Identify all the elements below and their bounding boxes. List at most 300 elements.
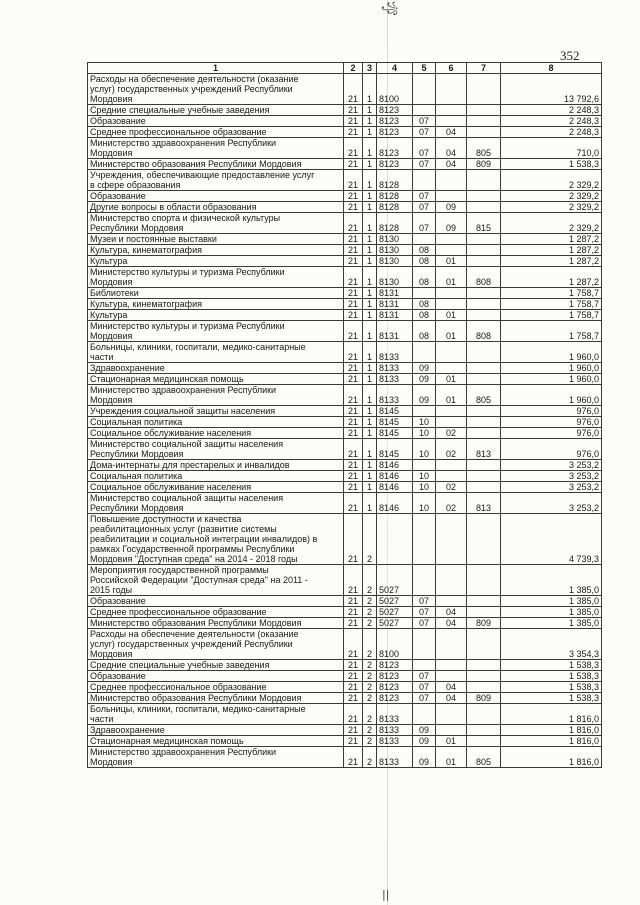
row-amount: 2 329,2 (501, 170, 602, 191)
row-col-3: 1 (363, 385, 377, 406)
row-col-7: 815 (467, 213, 501, 234)
row-col-7 (467, 736, 501, 747)
row-name: Среднее профессиональное образование (88, 607, 344, 618)
row-col-2: 21 (344, 299, 363, 310)
row-col-2: 21 (344, 693, 363, 704)
row-col-2: 21 (344, 482, 363, 493)
row-col-2: 21 (344, 245, 363, 256)
row-col-2: 21 (344, 725, 363, 736)
row-amount: 1 758,7 (501, 310, 602, 321)
row-name: Социальная политика (88, 471, 344, 482)
row-col-2: 21 (344, 439, 363, 460)
row-col-5: 10 (413, 493, 436, 514)
row-col-6 (436, 363, 467, 374)
row-amount: 2 248,3 (501, 127, 602, 138)
row-col-5: 07 (413, 191, 436, 202)
row-col-5 (413, 460, 436, 471)
table-row (88, 471, 602, 482)
top-mark: ꧁ (381, 1, 399, 14)
table-row (88, 693, 602, 704)
row-col-5: 07 (413, 596, 436, 607)
row-amount: 2 248,3 (501, 116, 602, 127)
row-col-2: 21 (344, 267, 363, 288)
row-col-5 (413, 565, 436, 596)
row-col-4: 8100 (377, 629, 413, 660)
row-col-3: 2 (363, 682, 377, 693)
row-col-7 (467, 310, 501, 321)
table-row (88, 245, 602, 256)
table-row (88, 406, 602, 417)
row-col-6 (436, 342, 467, 363)
row-col-2: 21 (344, 74, 363, 105)
row-name: Здравоохранение (88, 725, 344, 736)
row-col-7: 808 (467, 267, 501, 288)
table-body (88, 74, 602, 768)
row-col-4: 5027 (377, 607, 413, 618)
row-amount: 3 354,3 (501, 629, 602, 660)
table-row (88, 202, 602, 213)
row-col-4: 8100 (377, 74, 413, 105)
row-amount: 2 329,2 (501, 202, 602, 213)
row-col-7: 809 (467, 693, 501, 704)
row-col-3: 1 (363, 471, 377, 482)
row-col-3: 1 (363, 138, 377, 159)
row-col-5 (413, 288, 436, 299)
row-name: Культура, кинематография (88, 245, 344, 256)
row-col-6: 02 (436, 493, 467, 514)
table-row (88, 256, 602, 267)
row-name: Больницы, клиники, госпитали, медико-санитарные части (88, 704, 344, 725)
table-header-row (88, 63, 602, 74)
row-col-6: 04 (436, 693, 467, 704)
row-name: Учреждения социальной защиты населения (88, 406, 344, 417)
row-amount: 4 739,3 (501, 514, 602, 565)
row-col-3: 1 (363, 363, 377, 374)
row-col-6 (436, 299, 467, 310)
row-col-4: 8123 (377, 660, 413, 671)
row-col-5: 09 (413, 747, 436, 768)
row-col-7 (467, 245, 501, 256)
row-name: Средние специальные учебные заведения (88, 660, 344, 671)
row-col-5: 08 (413, 299, 436, 310)
row-col-7 (467, 704, 501, 725)
row-col-4: 8145 (377, 439, 413, 460)
row-col-7: 813 (467, 493, 501, 514)
row-name: Министерство социальной защиты населения Республики Мордовия (88, 493, 344, 514)
row-col-6: 04 (436, 607, 467, 618)
row-col-5: 07 (413, 202, 436, 213)
row-amount: 1 960,0 (501, 374, 602, 385)
table-row (88, 493, 602, 514)
row-amount: 1 287,2 (501, 234, 602, 245)
row-col-6 (436, 565, 467, 596)
row-col-5: 07 (413, 138, 436, 159)
table-row (88, 105, 602, 116)
row-col-3: 1 (363, 191, 377, 202)
row-col-5: 10 (413, 471, 436, 482)
row-col-7 (467, 482, 501, 493)
row-col-7 (467, 105, 501, 116)
row-col-7 (467, 406, 501, 417)
row-col-6 (436, 514, 467, 565)
row-col-6: 01 (436, 321, 467, 342)
header-col-7: 7 (467, 63, 501, 74)
row-col-2: 21 (344, 385, 363, 406)
row-amount: 1 538,3 (501, 693, 602, 704)
row-col-2: 21 (344, 417, 363, 428)
table-row (88, 138, 602, 159)
row-col-4: 8128 (377, 170, 413, 191)
row-amount: 2 329,2 (501, 191, 602, 202)
row-col-4: 5027 (377, 618, 413, 629)
row-col-6: 01 (436, 256, 467, 267)
row-col-4: 8123 (377, 671, 413, 682)
table-row (88, 374, 602, 385)
row-col-2: 21 (344, 321, 363, 342)
row-col-4: 8130 (377, 267, 413, 288)
row-amount: 2 329,2 (501, 213, 602, 234)
row-col-2: 21 (344, 747, 363, 768)
row-col-6: 02 (436, 439, 467, 460)
row-col-4: 8130 (377, 245, 413, 256)
row-col-4: 8131 (377, 288, 413, 299)
row-col-7 (467, 74, 501, 105)
row-name: Другие вопросы в области образования (88, 202, 344, 213)
row-col-5 (413, 704, 436, 725)
row-col-2: 21 (344, 704, 363, 725)
row-col-4: 8133 (377, 725, 413, 736)
table-row (88, 607, 602, 618)
row-col-3: 1 (363, 234, 377, 245)
row-name: Среднее профессиональное образование (88, 127, 344, 138)
row-col-4: 8146 (377, 493, 413, 514)
row-name: Музеи и постоянные выставки (88, 234, 344, 245)
row-col-7 (467, 127, 501, 138)
budget-table (87, 62, 602, 768)
row-amount: 1 385,0 (501, 607, 602, 618)
row-col-2: 21 (344, 234, 363, 245)
row-col-6 (436, 105, 467, 116)
row-col-6 (436, 417, 467, 428)
row-name: Министерство культуры и туризма Республики Мордовия (88, 267, 344, 288)
table-row (88, 417, 602, 428)
row-col-6: 09 (436, 213, 467, 234)
row-col-7 (467, 565, 501, 596)
table-row (88, 267, 602, 288)
row-col-4 (377, 514, 413, 565)
row-col-7 (467, 671, 501, 682)
row-col-2: 21 (344, 660, 363, 671)
row-col-5: 07 (413, 213, 436, 234)
row-name: Мероприятия государственной программы Российской Федерации "Доступная среда" на 2011 - 2015 годы (88, 565, 344, 596)
row-amount: 1 758,7 (501, 288, 602, 299)
row-col-3: 1 (363, 127, 377, 138)
row-col-6 (436, 116, 467, 127)
row-col-3: 1 (363, 159, 377, 170)
row-col-2: 21 (344, 460, 363, 471)
row-col-4: 8128 (377, 213, 413, 234)
row-amount: 13 792,6 (501, 74, 602, 105)
row-amount: 1 816,0 (501, 736, 602, 747)
row-col-2: 21 (344, 127, 363, 138)
row-col-3: 1 (363, 439, 377, 460)
row-col-2: 21 (344, 256, 363, 267)
table-row (88, 482, 602, 493)
row-amount: 1 385,0 (501, 618, 602, 629)
row-col-6: 01 (436, 267, 467, 288)
row-name: Расходы на обеспечение деятельности (оказание услуг) государственных учреждений Республики Мордовия (88, 629, 344, 660)
row-col-7: 809 (467, 159, 501, 170)
table-row (88, 385, 602, 406)
row-col-2: 21 (344, 310, 363, 321)
row-name: Культура, кинематография (88, 299, 344, 310)
row-col-2: 21 (344, 116, 363, 127)
row-col-6 (436, 725, 467, 736)
row-name: Министерство образования Республики Мордовия (88, 618, 344, 629)
header-col-8: 8 (501, 63, 602, 74)
row-col-4: 8123 (377, 693, 413, 704)
row-col-7 (467, 202, 501, 213)
row-col-6 (436, 245, 467, 256)
row-name: Повышение доступности и качества реабилитационных услуг (развитие системы реабилитации и социальной интеграции инвалидов) в рамках Государственной программы Республики Мордовия "Доступная среда" на 2014 - 2018 годы (88, 514, 344, 565)
row-col-3: 1 (363, 374, 377, 385)
row-col-5: 08 (413, 321, 436, 342)
row-col-6: 02 (436, 482, 467, 493)
row-amount: 1 287,2 (501, 267, 602, 288)
row-name: Дома-интернаты для престарелых и инвалидов (88, 460, 344, 471)
row-name: Образование (88, 116, 344, 127)
row-col-6 (436, 704, 467, 725)
header-col-4: 4 (377, 63, 413, 74)
row-col-3: 1 (363, 417, 377, 428)
row-col-2: 21 (344, 629, 363, 660)
row-col-4: 8130 (377, 256, 413, 267)
row-amount: 976,0 (501, 439, 602, 460)
table-row (88, 127, 602, 138)
bottom-mark: || (382, 888, 390, 901)
row-col-6: 04 (436, 618, 467, 629)
row-col-4: 8133 (377, 747, 413, 768)
table-row (88, 660, 602, 671)
row-col-3: 1 (363, 170, 377, 191)
row-col-6 (436, 460, 467, 471)
row-col-3: 1 (363, 245, 377, 256)
row-col-4: 8123 (377, 127, 413, 138)
row-col-6 (436, 191, 467, 202)
row-col-4: 8146 (377, 471, 413, 482)
row-col-6 (436, 170, 467, 191)
row-col-5 (413, 74, 436, 105)
row-col-4: 8131 (377, 310, 413, 321)
row-col-5: 09 (413, 385, 436, 406)
row-col-7 (467, 471, 501, 482)
row-col-4: 8123 (377, 138, 413, 159)
row-name: Учреждения, обеспечивающие предоставление услуг в сфере образования (88, 170, 344, 191)
table-row (88, 213, 602, 234)
row-col-7 (467, 607, 501, 618)
row-col-4: 5027 (377, 565, 413, 596)
row-col-2: 21 (344, 596, 363, 607)
table-row (88, 671, 602, 682)
row-col-6: 04 (436, 138, 467, 159)
row-col-5 (413, 342, 436, 363)
table-row (88, 439, 602, 460)
table-row (88, 704, 602, 725)
row-amount: 1 816,0 (501, 704, 602, 725)
row-col-6: 04 (436, 127, 467, 138)
row-name: Министерство здравоохранения Республики Мордовия (88, 385, 344, 406)
table-row (88, 159, 602, 170)
row-amount: 3 253,2 (501, 460, 602, 471)
row-col-2: 21 (344, 288, 363, 299)
row-amount: 1 287,2 (501, 245, 602, 256)
row-col-3: 1 (363, 74, 377, 105)
row-col-2: 21 (344, 202, 363, 213)
row-col-7 (467, 256, 501, 267)
row-name: Социальное обслуживание населения (88, 428, 344, 439)
table-row (88, 725, 602, 736)
row-col-3: 1 (363, 482, 377, 493)
row-col-2: 21 (344, 105, 363, 116)
row-col-3: 1 (363, 342, 377, 363)
row-name: Библиотеки (88, 288, 344, 299)
table-row (88, 288, 602, 299)
row-col-3: 2 (363, 607, 377, 618)
row-name: Образование (88, 191, 344, 202)
row-col-3: 1 (363, 321, 377, 342)
row-col-7 (467, 660, 501, 671)
row-amount: 2 248,3 (501, 105, 602, 116)
row-amount: 1 960,0 (501, 342, 602, 363)
row-col-2: 21 (344, 138, 363, 159)
row-col-5 (413, 170, 436, 191)
row-col-6 (436, 660, 467, 671)
row-amount: 1 960,0 (501, 385, 602, 406)
table-row (88, 116, 602, 127)
row-amount: 1 385,0 (501, 565, 602, 596)
row-name: Министерство здравоохранения Республики Мордовия (88, 138, 344, 159)
row-col-4: 8123 (377, 105, 413, 116)
row-col-7 (467, 682, 501, 693)
row-col-4: 8133 (377, 704, 413, 725)
row-col-2: 21 (344, 471, 363, 482)
row-col-6 (436, 671, 467, 682)
row-col-7 (467, 460, 501, 471)
row-col-7 (467, 170, 501, 191)
row-col-3: 2 (363, 565, 377, 596)
row-col-5: 09 (413, 363, 436, 374)
row-col-5: 07 (413, 607, 436, 618)
row-col-5: 07 (413, 682, 436, 693)
row-col-7 (467, 116, 501, 127)
row-amount: 1 758,7 (501, 299, 602, 310)
row-name: Средние специальные учебные заведения (88, 105, 344, 116)
row-col-6 (436, 596, 467, 607)
table-row (88, 682, 602, 693)
row-col-6 (436, 74, 467, 105)
row-amount: 3 253,2 (501, 493, 602, 514)
row-name: Культура (88, 310, 344, 321)
row-col-2: 21 (344, 682, 363, 693)
row-col-4: 8145 (377, 428, 413, 439)
table-row (88, 170, 602, 191)
row-col-4: 8123 (377, 159, 413, 170)
row-col-3: 2 (363, 618, 377, 629)
table-row (88, 363, 602, 374)
row-col-7: 805 (467, 747, 501, 768)
row-col-6 (436, 406, 467, 417)
header-col-2: 2 (344, 63, 363, 74)
row-col-4: 8128 (377, 202, 413, 213)
row-col-3: 1 (363, 310, 377, 321)
row-col-3: 1 (363, 493, 377, 514)
row-col-2: 21 (344, 514, 363, 565)
row-col-7 (467, 428, 501, 439)
table-row (88, 596, 602, 607)
table-row (88, 299, 602, 310)
row-name: Министерство образования Республики Мордовия (88, 693, 344, 704)
row-col-2: 21 (344, 406, 363, 417)
row-col-2: 21 (344, 736, 363, 747)
row-col-5 (413, 660, 436, 671)
table-row (88, 321, 602, 342)
row-col-2: 21 (344, 428, 363, 439)
row-col-4: 8123 (377, 682, 413, 693)
row-col-5 (413, 629, 436, 660)
row-col-6: 01 (436, 736, 467, 747)
table-row (88, 618, 602, 629)
row-col-4: 5027 (377, 596, 413, 607)
row-col-3: 2 (363, 736, 377, 747)
row-name: Министерство образования Республики Мордовия (88, 159, 344, 170)
table-row (88, 747, 602, 768)
row-col-5: 09 (413, 736, 436, 747)
row-col-4: 8133 (377, 736, 413, 747)
row-col-4: 8146 (377, 460, 413, 471)
row-col-2: 21 (344, 159, 363, 170)
row-col-5: 07 (413, 671, 436, 682)
row-col-3: 2 (363, 671, 377, 682)
row-col-7 (467, 596, 501, 607)
row-col-3: 1 (363, 288, 377, 299)
row-name: Министерство спорта и физической культуры Республики Мордовия (88, 213, 344, 234)
row-col-4: 8133 (377, 385, 413, 406)
table-row (88, 460, 602, 471)
row-amount: 976,0 (501, 406, 602, 417)
row-col-3: 2 (363, 704, 377, 725)
row-amount: 1 538,3 (501, 660, 602, 671)
header-col-5: 5 (413, 63, 436, 74)
row-col-5: 08 (413, 245, 436, 256)
row-col-6: 01 (436, 310, 467, 321)
row-col-7 (467, 514, 501, 565)
row-amount: 976,0 (501, 428, 602, 439)
row-col-7 (467, 629, 501, 660)
row-col-5: 07 (413, 693, 436, 704)
row-col-4: 8146 (377, 482, 413, 493)
row-col-7 (467, 288, 501, 299)
row-col-3: 2 (363, 725, 377, 736)
row-col-2: 21 (344, 363, 363, 374)
row-col-2: 21 (344, 342, 363, 363)
row-col-3: 1 (363, 299, 377, 310)
page-number: 352 (560, 48, 580, 63)
row-col-6: 01 (436, 374, 467, 385)
row-col-3: 1 (363, 267, 377, 288)
row-col-7: 805 (467, 385, 501, 406)
row-col-5: 07 (413, 116, 436, 127)
row-amount: 1 960,0 (501, 363, 602, 374)
